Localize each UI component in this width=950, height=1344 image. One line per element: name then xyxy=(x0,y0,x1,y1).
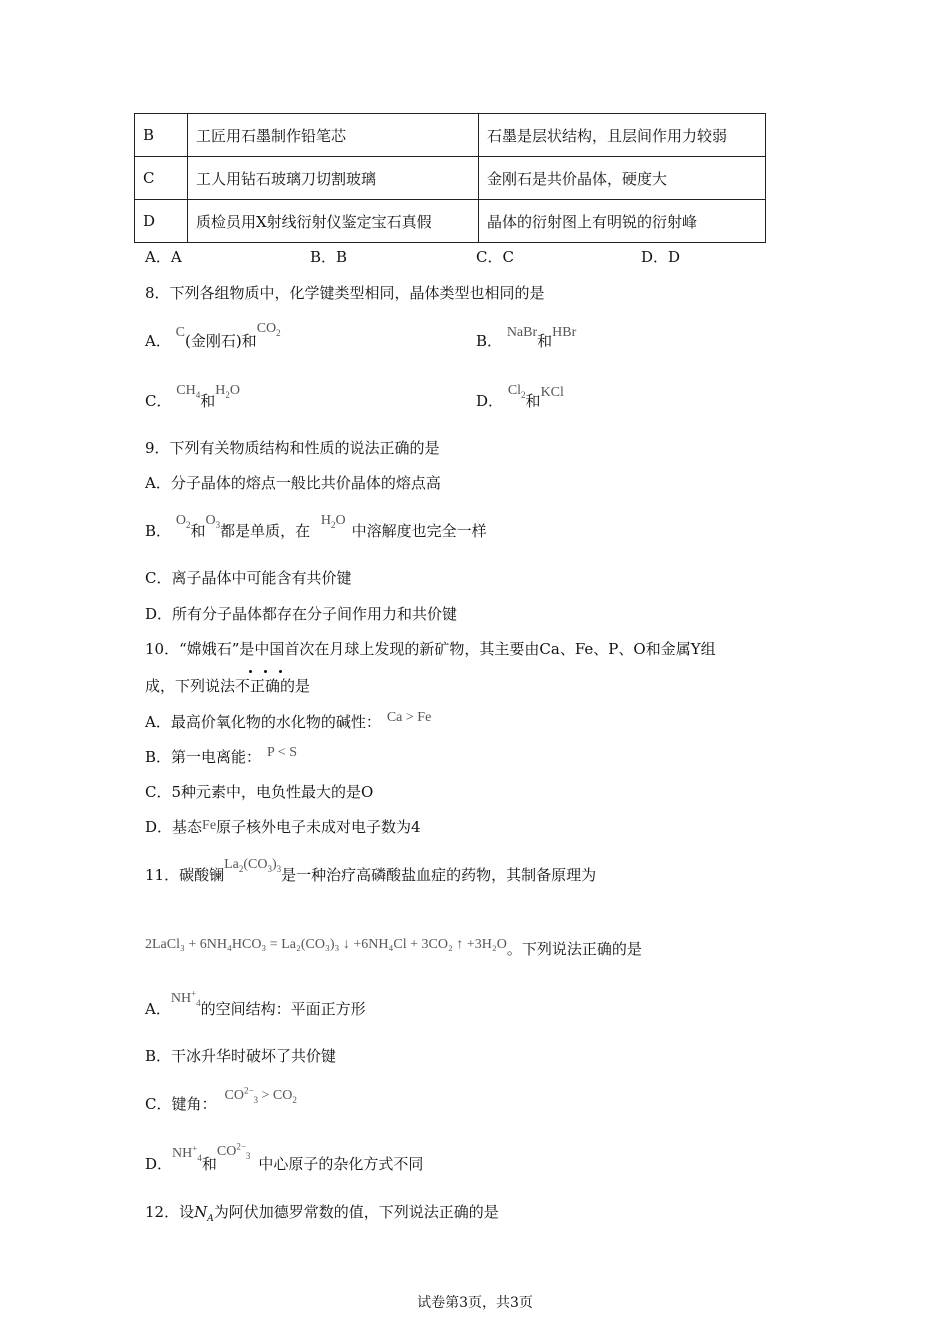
q9-option-c: C．离子晶体中可能含有共价键 xyxy=(145,569,352,587)
q8-stem: 8．下列各组物质中，化学键类型相同，晶体类型也相同的是 xyxy=(145,284,545,302)
reaction-equation: 2LaCl₃ + 6NH₄HCO₃ = La₂(CO₃)₃ ↓ +6NH₄Cl + 3CO₂ ↑ +3H₂O xyxy=(145,937,507,952)
q8-option-d: D． $Cl_2$和KCl xyxy=(476,383,564,410)
row-letter: C xyxy=(135,157,188,200)
row-reason: 石墨是层状结构，且层间作用力较弱 xyxy=(479,114,766,157)
q10-option-a: A．最高价氧化物的水化物的碱性： Ca > Fe xyxy=(145,710,432,731)
row-reason: 晶体的衍射图上有明锐的衍射峰 xyxy=(479,200,766,243)
q7-choice-b: B．B xyxy=(310,248,348,266)
options-table xyxy=(134,113,766,243)
q11-option-a: A．$NH^+_4$的空间结构：平面正方形 xyxy=(145,988,366,1018)
q10-option-d: D．基态Fe原子核外电子未成对电子数为4 xyxy=(145,818,421,836)
q11-option-b: B．干冰升华时破坏了共价键 xyxy=(145,1047,337,1065)
q11-option-c: C．键角： $CO^{2-}_3 > CO_2$ xyxy=(145,1085,297,1113)
q11-equation-line: 2LaCl₃ + 6NH₄HCO₃ = La₂(CO₃)₃ ↓ +6NH₄Cl + 3CO₂ ↑ +3H₂O。下列说法正确的是 xyxy=(145,937,642,958)
row-reason: 金刚石是共价晶体，硬度大 xyxy=(479,157,766,200)
row-action: 工匠用石墨制作铅笔芯 xyxy=(188,114,479,157)
q10-stem-line2: 成，下列说法不正确的是 xyxy=(145,677,311,695)
table-row xyxy=(135,157,766,200)
row-letter: D xyxy=(135,200,188,243)
q9-option-d: D．所有分子晶体都存在分子间作用力和共价键 xyxy=(145,605,458,623)
q7-choice-d: D．D xyxy=(641,248,681,266)
table-row xyxy=(135,200,766,243)
q8-option-c: C． $CH_4$和$H_2O$ xyxy=(145,383,240,410)
emphasis-dot xyxy=(264,670,267,673)
emphasis-dot xyxy=(279,670,282,673)
q11-option-d: D．$NH^+_4$和$CO^{2-}_3$ 中心原子的杂化方式不同 xyxy=(145,1141,424,1173)
row-action: 质检员用X射线衍射仪鉴定宝石真假 xyxy=(188,200,479,243)
q10-option-b: B．第一电离能： P < S xyxy=(145,745,297,766)
q8-option-b: B． NaBr和HBr xyxy=(476,325,577,350)
q9-option-b: B． $O_2$和$O_3$都是单质，在 $H_2O$中溶解度也完全一样 xyxy=(145,513,487,540)
q7-choice-a: A．A xyxy=(145,248,182,266)
q10-stem-line1: 10．“嫦娥石”是中国首次在月球上发现的新矿物，其主要由Ca、Fe、P、O和金属Y组 xyxy=(145,640,716,658)
row-letter: B xyxy=(135,114,188,157)
emphasis-dot xyxy=(249,670,252,673)
q9-stem: 9．下列有关物质结构和性质的说法正确的是 xyxy=(145,439,440,457)
q12-stem: 12．设$N_A$为阿伏加德罗常数的值，下列说法正确的是 xyxy=(145,1203,499,1224)
page-footer: 试卷第3页，共3页 xyxy=(417,1295,533,1311)
q7-choice-c: C．C xyxy=(476,248,514,266)
q9-option-a: A．分子晶体的熔点一般比共价晶体的熔点高 xyxy=(145,474,441,492)
q11-stem: 11．碳酸镧$La_2(CO_3)_3$是一种治疗高磷酸盐血症的药物，其制备原理为 xyxy=(145,857,597,884)
q10-option-c: C．5种元素中，电负性最大的是O xyxy=(145,783,374,801)
table-row xyxy=(135,114,766,157)
row-action: 工人用钻石玻璃刀切割玻璃 xyxy=(188,157,479,200)
q8-option-a: A． C(金刚石)和$CO_2$ xyxy=(145,321,281,350)
